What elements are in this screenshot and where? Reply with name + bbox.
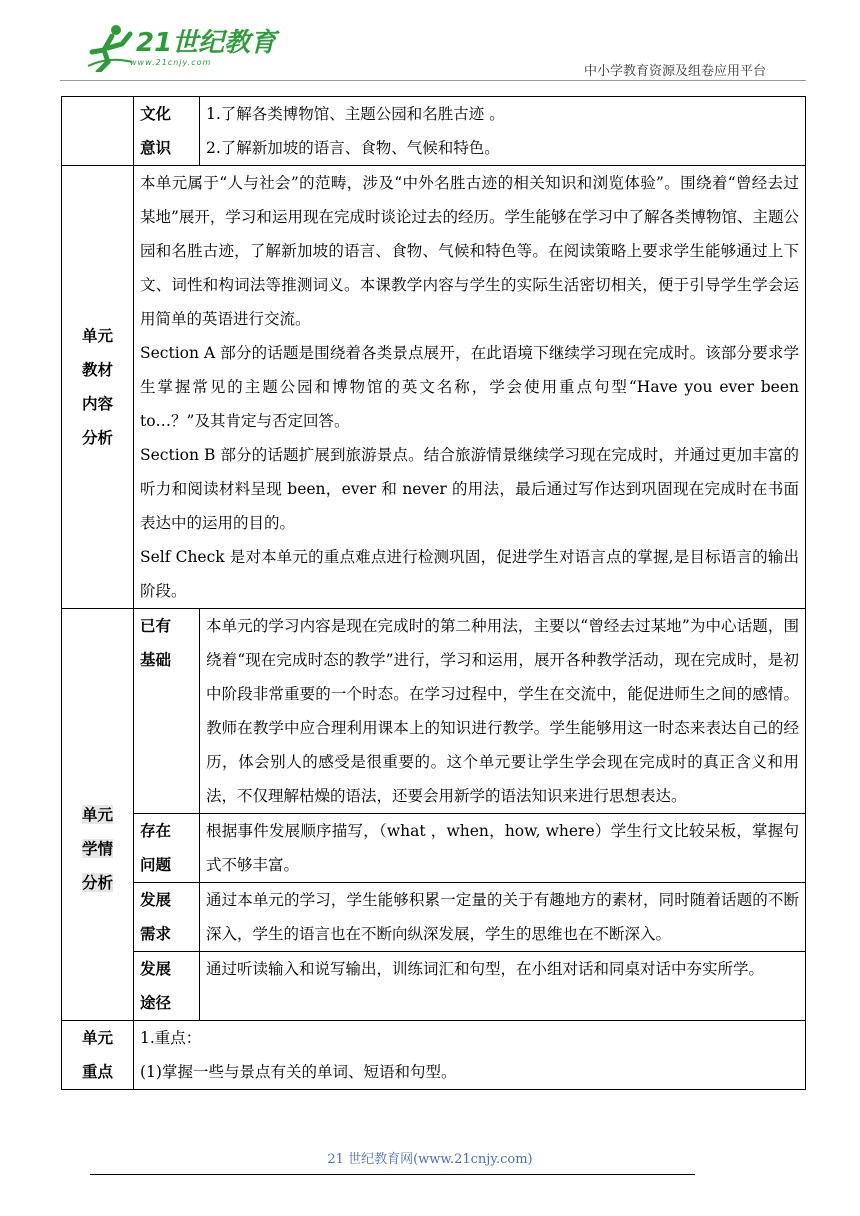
page-header (0, 0, 860, 90)
content-paragraph-1: 本单元属于“人与社会”的范畴，涉及“中外名胜古迹的相关知识和浏览体验”。围绕着“曾经去过某地”展开，学习和运用现在完成时谈论过去的经历。学生能够在学习中了解各类博物馆、主题公园和名胜古迹，了解新加坡的语言、食物、气候和特色等。在阅读策略上要求学生能够通过上下文、词性和构词法等推测词义。本课教学内容与学生的实际生活密切相关，便于引导学生学会运用简单的英语进行交流。 (140, 174, 799, 328)
content-label-2: 教材 (81, 360, 113, 379)
runner-logo-icon (86, 22, 134, 72)
learner-row-approach (62, 952, 806, 1021)
culture-content (200, 97, 806, 166)
needs-label-line1: 发展 (140, 890, 172, 909)
key-points-row (62, 1021, 806, 1090)
basis-label-line1: 已有 (140, 616, 172, 635)
key-label-2: 重点 (81, 1062, 113, 1081)
learner-row-needs (62, 883, 806, 952)
learner-label-3: 分析 (81, 872, 113, 892)
key-label-1: 单元 (81, 1028, 113, 1047)
content-paragraph-4: Self Check 是对本单元的重点难点进行检测巩固，促进学生对语言点的掌握,是目标语言的输出阶段。 (140, 548, 799, 600)
key-points-label (62, 1021, 134, 1090)
platform-name: 中小学教育资源及组卷应用平台 (583, 64, 766, 79)
basis-label (134, 609, 200, 814)
approach-text: 通过听读输入和说写输出，训练词汇和句型，在小组对话和同桌对话中夯实所学。 (200, 952, 806, 1021)
basis-text: 本单元的学习内容是现在完成时的第二种用法，主要以“曾经去过某地”为中心话题，围绕着“现在完成时态的教学”进行，学习和运用，展开各种教学活动，现在完成时，是初中阶段非常重要的一个时态。在学习过程中，学生在交流中，能促进师生之间的感情。教师在教学中应合理利用课本上的知识进行教学。学生能够用这一时态来表达自己的经历，体会别人的感受是很重要的。这个单元要让学生学会现在完成时的真正含义和用法，不仅理解枯燥的语法，还要会用新学的语法知识来进行思想表达。 (200, 609, 806, 814)
content-paragraph-3: Section B 部分的话题扩展到旅游景点。结合旅游情景继续学习现在完成时，并通过更加丰富的听力和阅读材料呈现 been，ever 和 never 的用法，最后通过写作达到巩固现在完成时在书面表达中的运用的目的。 (140, 446, 799, 532)
content-label-4: 分析 (81, 428, 113, 447)
approach-label-line2: 途径 (140, 993, 172, 1012)
content-analysis-row (62, 166, 806, 609)
culture-row (62, 97, 806, 166)
key-points-text (134, 1021, 806, 1090)
learner-label-2: 学情 (81, 838, 113, 858)
approach-label-line1: 发展 (140, 959, 172, 978)
logo (86, 22, 286, 82)
unit-analysis-table (61, 96, 806, 1090)
learner-label-1: 单元 (81, 804, 113, 824)
key-point-line-1: 1.重点： (140, 1029, 202, 1047)
culture-item-2: 2.了解新加坡的语言、食物、气候和特色。 (206, 139, 500, 157)
problems-label (134, 814, 200, 883)
needs-text: 通过本单元的学习，学生能够积累一定量的关于有趣地方的素材，同时随着话题的不断深入，学生的语言也在不断向纵深发展，学生的思维也在不断深入。 (200, 883, 806, 952)
basis-label-line2: 基础 (140, 650, 172, 669)
content-analysis-text (134, 166, 806, 609)
content-label-3: 内容 (81, 394, 113, 413)
culture-item-1: 1.了解各类博物馆、主题公园和名胜古迹 。 (206, 105, 505, 123)
problems-label-line1: 存在 (140, 821, 172, 840)
content-label-1: 单元 (81, 326, 113, 345)
logo-text: 21世纪教育 (136, 28, 277, 58)
content-paragraph-2: Section A 部分的话题是围绕着各类景点展开，在此语境下继续学习现在完成时。该部分要求学生掌握常见的主题公园和博物馆的英文名称，学会使用重点句型“Have you ever been to…？”及其肯定与否定回答。 (140, 344, 799, 430)
problems-text: 根据事件发展顺序描写，（what ，when，how, where）学生行文比较呆板，掌握句式不够丰富。 (200, 814, 806, 883)
key-point-line-2: (1)掌握一些与景点有关的单词、短语和句型。 (140, 1063, 457, 1081)
logo-url: www.21cnjy.com (130, 58, 212, 67)
culture-label-line1: 文化 (140, 104, 172, 123)
culture-label-line2: 意识 (140, 138, 172, 157)
page-footer: 21 世纪教育网(www.21cnjy.com) (327, 1152, 533, 1167)
culture-empty-cell (62, 97, 134, 166)
header-divider (60, 80, 806, 81)
approach-label (134, 952, 200, 1021)
needs-label (134, 883, 200, 952)
problems-label-line2: 问题 (140, 855, 172, 874)
learner-row-problems (62, 814, 806, 883)
needs-label-line2: 需求 (140, 924, 172, 943)
learner-analysis-label (62, 609, 134, 1021)
learner-row-basis (62, 609, 806, 814)
culture-label (134, 97, 200, 166)
content-analysis-label (62, 166, 134, 609)
footer-divider (90, 1174, 695, 1175)
